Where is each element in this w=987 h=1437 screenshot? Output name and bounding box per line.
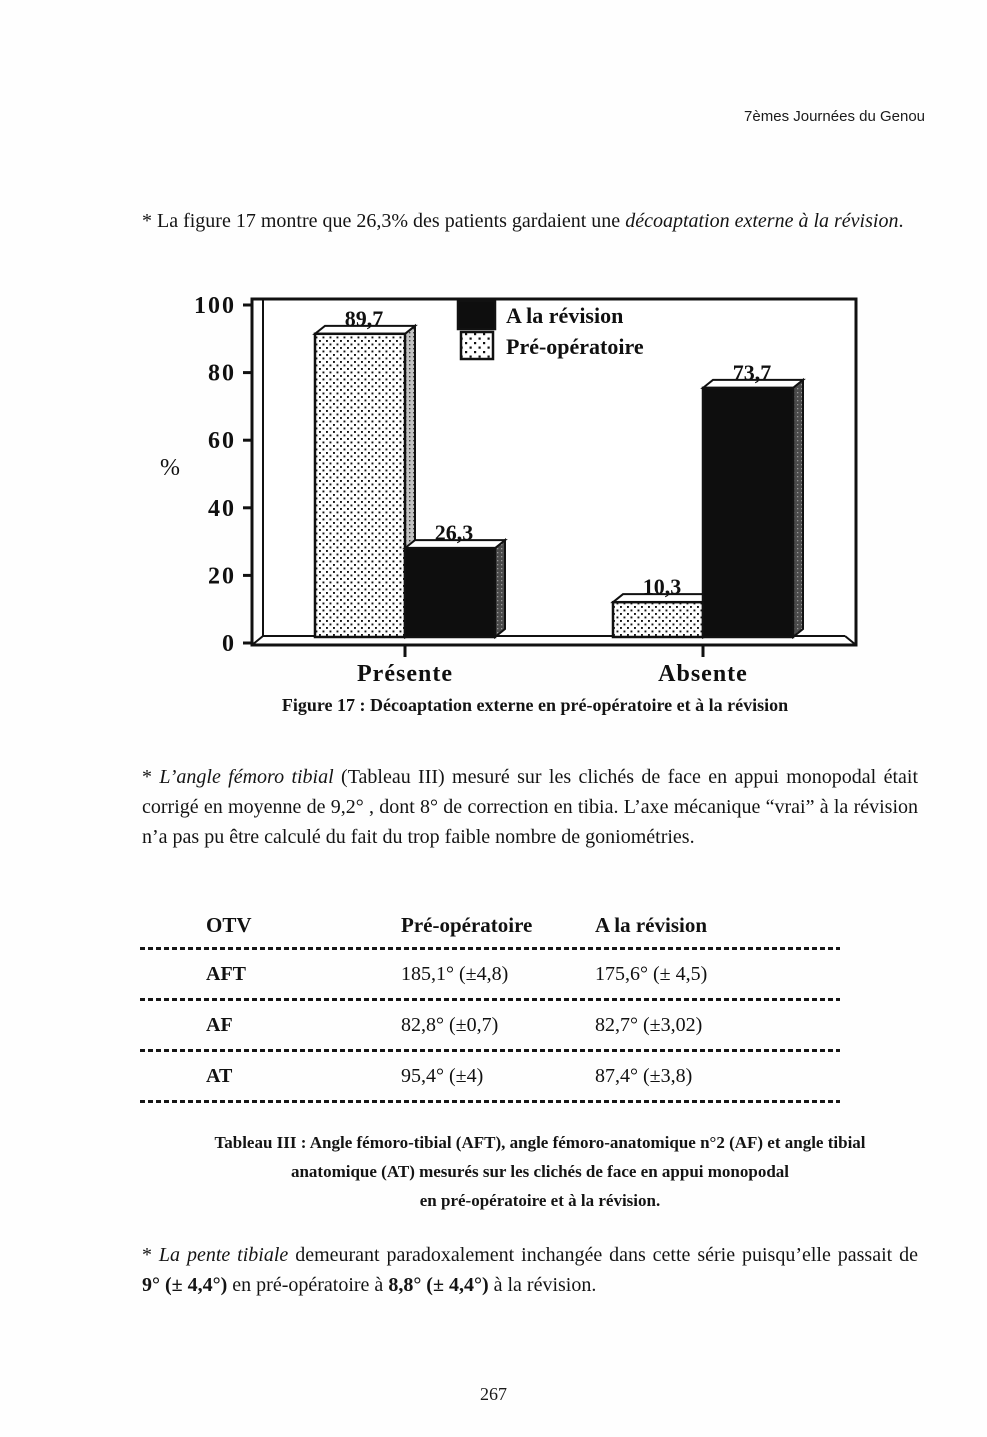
bar-revision-absente [703, 388, 793, 637]
y-tick-label: 100 [194, 293, 236, 319]
figure-17-chart [140, 287, 880, 707]
legend-label: Pré-opératoire [506, 334, 644, 359]
text-run: (Tableau III) mesuré sur les clichés de face en appui monopodal était corrigé en moyenne de 9,2° , dont 8° de correction en tibia. L’axe mécanique “vrai” à la révision n’a pas pu être calculé du fait du trop faible nombre de goniométries. [142, 766, 919, 848]
running-header: 7èmes Journées du Genou [744, 108, 925, 125]
bar-value-label: 10,3 [642, 574, 682, 600]
page-number: 267 [480, 1384, 507, 1404]
bar-preoperatoire-presente [315, 334, 405, 637]
bar-value-label: 89,7 [344, 305, 384, 331]
cell-value: 87,4° (±3,8) [595, 1064, 693, 1087]
row-label: AT [206, 1064, 233, 1087]
column-header: OTV [206, 912, 252, 937]
text-run-bold: 9° (± 4,4°) [142, 1274, 228, 1296]
y-tick-label: 0 [222, 631, 236, 657]
text-run: * [142, 766, 160, 788]
text-run: * [142, 1244, 159, 1266]
column-header: Pré-opératoire [401, 912, 533, 937]
table-row [140, 1001, 840, 1049]
figure-caption: Figure 17 : Décoaptation externe en pré-opératoire et à la révision [281, 695, 789, 715]
paragraph-pente-tibiale [142, 1240, 918, 1300]
text-run-italic: décoaptation externe à la révision [625, 210, 899, 232]
y-axis-label: % [160, 455, 180, 481]
row-label: AFT [206, 962, 246, 985]
bar-side-3d [793, 380, 803, 637]
cell-value: 82,7° (±3,02) [595, 1013, 703, 1036]
bar-revision-presente [405, 548, 495, 637]
bar-value-label: 26,3 [434, 520, 474, 546]
cell-value: 175,6° (± 4,5) [595, 962, 708, 985]
bar-chart-svg [140, 287, 880, 707]
text-run: * La figure 17 montre que 26,3% des patients gardaient une [142, 210, 626, 232]
row-label: AF [206, 1013, 233, 1036]
cell-value: 95,4° (±4) [401, 1064, 484, 1087]
table-caption-line: en pré-opératoire et à la révision. [419, 1191, 661, 1210]
table-row [140, 950, 840, 998]
y-tick-label: 40 [208, 495, 236, 522]
bar-preoperatoire-absente [613, 602, 703, 637]
paragraph-figure17 [142, 206, 918, 236]
text-run: en pré-opératoire à [227, 1274, 389, 1296]
y-tick-label: 20 [208, 563, 236, 590]
text-run: demeurant paradoxalement inchangée dans cette série puisqu’elle passait de [288, 1244, 918, 1266]
text-run: à la révision. [488, 1274, 597, 1296]
table-row [140, 1052, 840, 1100]
y-tick-label: 60 [208, 428, 236, 455]
x-category-label: Absente [658, 661, 748, 687]
text-run-italic: La pente tibiale [158, 1244, 289, 1266]
text-run: . [898, 210, 904, 232]
legend-swatch-revision [458, 301, 495, 329]
x-category-label: Présente [357, 661, 453, 687]
table-caption-line: anatomique (AT) mesurés sur les clichés de face en appui monopodal [290, 1162, 790, 1181]
text-run-italic: L’angle fémoro tibial [159, 766, 334, 788]
table-caption [90, 1128, 987, 1215]
y-tick-label: 80 [208, 360, 236, 387]
table-caption-line: Tableau III : Angle fémoro-tibial (AFT), angle fémoro-anatomique n°2 (AF) et angle tibial [214, 1133, 866, 1152]
legend-label: A la révision [506, 303, 624, 328]
legend-swatch-preoperatoire [461, 332, 493, 359]
cell-value: 185,1° (±4,8) [401, 962, 509, 985]
table-tableau-iii [140, 903, 840, 1103]
bar-side-3d [495, 540, 505, 637]
column-header: A la révision [595, 912, 708, 937]
cell-value: 82,8° (±0,7) [401, 1013, 499, 1036]
bar-value-label: 73,7 [732, 359, 772, 385]
dashed-divider [140, 1100, 840, 1103]
paragraph-angle-femoro-tibial [142, 762, 918, 852]
text-run-bold: 8,8° (± 4,4°) [388, 1274, 489, 1296]
table-header-row [140, 903, 840, 947]
